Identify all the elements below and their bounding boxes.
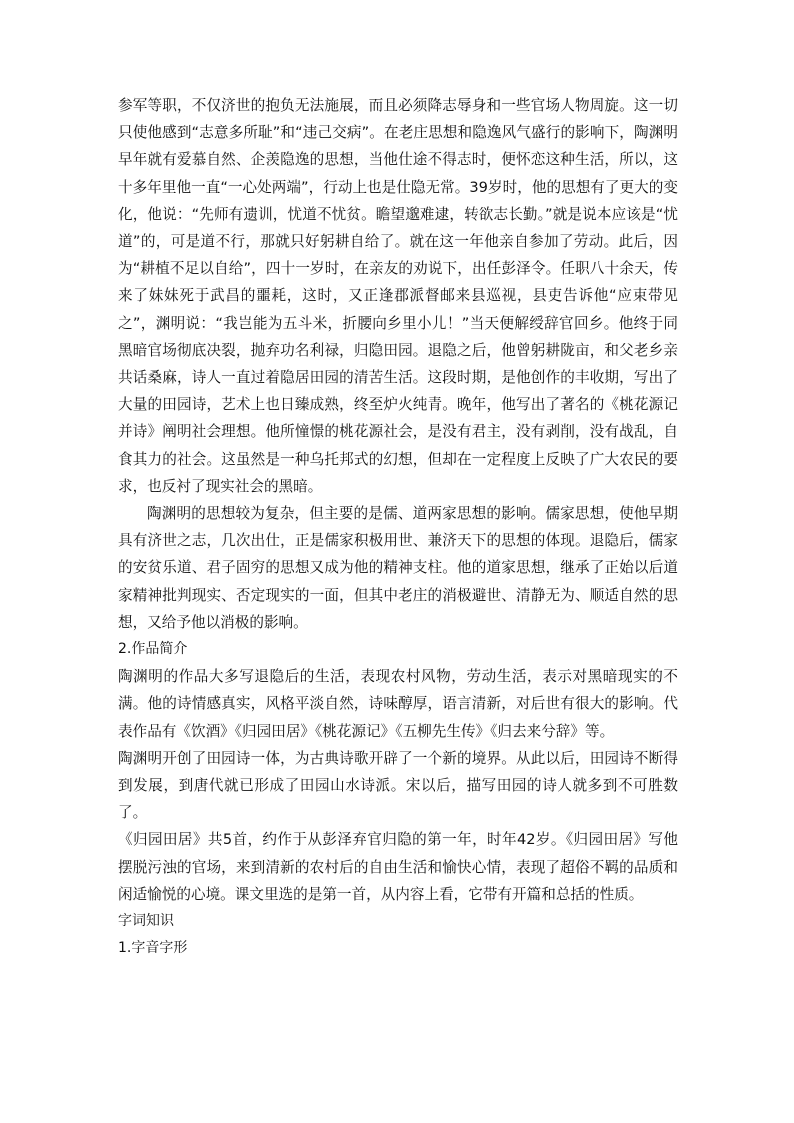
- paragraph-thought: 陶渊明的思想较为复杂，但主要的是儒、道两家思想的影响。儒家思想，使他早期具有济世之志，几次出仕，正是儒家积极用世、兼济天下的思想的体现。退隐后，儒家的安贫乐道、君子固穷的思想又成为他的精神支柱。他的道家思想，继承了正始以后道家精神批判现实、否定现实的一面，但其中老庄的消极避世、清静无为、顺适自然的思想，又给予他以消极的影响。: [118, 505, 678, 631]
- subsection-heading-pronunciation: 1.字音字形: [118, 940, 188, 957]
- paragraph-guiyuantianju: 《归园田居》共5首，约作于从彭泽弃官归隐的第一年，时年42岁。《归园田居》写他摆脱污浊的官场，来到清新的农村后的自由生活和愉快心情，表现了超俗不羁的品质和闲适愉悦的心境。课文里选的是第一首，从内容上看，它带有开篇和总括的性质。: [118, 831, 678, 903]
- section-heading-vocabulary: 字词知识: [118, 913, 174, 930]
- section-heading-works: 2.作品简介: [118, 641, 188, 658]
- paragraph-pastoral-poetry: 陶渊明开创了田园诗一体，为古典诗歌开辟了一个新的境界。从此以后，田园诗不断得到发展，到唐代就已形成了田园山水诗派。宋以后，描写田园的诗人就多到不可胜数了。: [118, 749, 678, 822]
- document-body: [118, 92, 678, 963]
- paragraph-biography: 参军等职，不仅济世的抱负无法施展，而且必须降志辱身和一些官场人物周旋。这一切只使他感到“志意多所耻”和“违己交病”。在老庄思想和隐逸风气盛行的影响下，陶渊明早年就有爱慕自然、企羡隐逸的思想，当他仕途不得志时，便怀恋这种生活，所以，这十多年里他一直“一心处两端”，行动上也是仕隐无常。39岁时，他的思想有了更大的变化，他说：“先师有遗训，忧道不忧贫。瞻望邈难逮，转欲志长勤。”就是说本应该是“忧道”的，可是道不行，那就只好躬耕自给了。就在这一年他亲自参加了劳动。此后，因为“耕植不足以自给”，四十一岁时，在亲友的劝说下，出任彭泽令。任职八十余天，传来了妹妹死于武昌的噩耗，这时，又正逢郡派督邮来县巡视，县吏告诉他“应束带见之”，渊明说：“我岂能为五斗米，折腰向乡里小儿！”当天便解绶辞官回乡。他终于同黑暗官场彻底决裂，抛弃功名利禄，归隐田园。退隐之后，他曾躬耕陇亩，和父老乡亲共话桑麻，诗人一直过着隐居田园的清苦生活。这段时期，是他创作的丰收期，写出了大量的田园诗，艺术上也日臻成熟，终至炉火纯青。晚年，他写出了著名的《桃花源记并诗》阐明社会理想。他所憧憬的桃花源社会，是没有君主，没有剥削，没有战乱，自食其力的社会。这虽然是一种乌托邦式的幻想，但却在一定程度上反映了广大农民的要求，也反衬了现实社会的黑暗。: [118, 97, 678, 495]
- paragraph-works-intro: 陶渊明的作品大多写退隐后的生活，表现农村风物，劳动生活，表示对黑暗现实的不满。他的诗情感真实，风格平淡自然，诗味醇厚，语言清新，对后世有很大的影响。代表作品有《饮酒》《归园田居》《桃花源记》《五柳先生传》《归去来兮辞》等。: [118, 668, 678, 740]
